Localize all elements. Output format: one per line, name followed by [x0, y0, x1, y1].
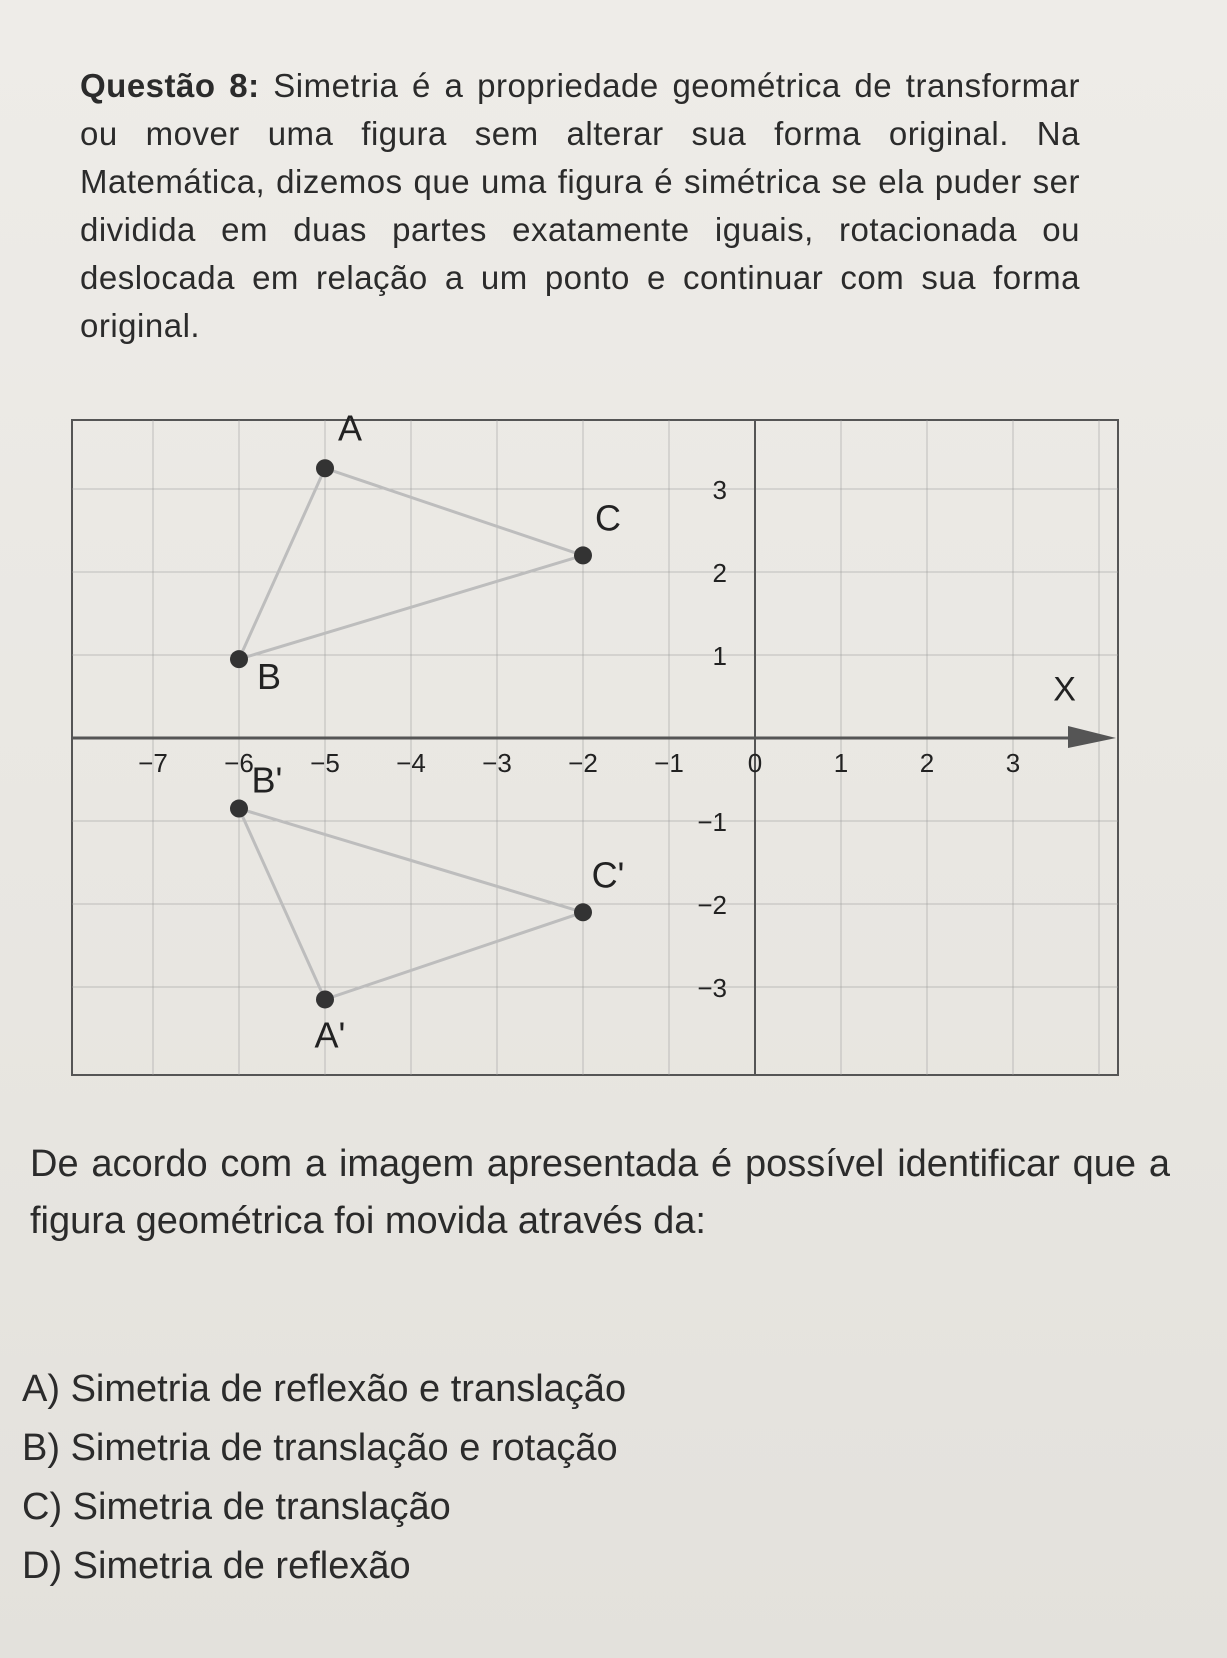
point-label-c-prime: C' — [591, 854, 625, 896]
point-label-a: A — [337, 407, 363, 449]
point-c-prime — [574, 903, 592, 921]
y-tick-label: 2 — [712, 558, 727, 588]
x-tick-label: −6 — [224, 748, 254, 778]
question-body: Simetria é a propriedade geométrica de transformar ou mover uma figura sem alterar sua forma original. Na Matemática, dizemos que uma figura é simétrica se ela puder ser dividida em duas partes exatamente iguais, rotacionada ou deslocada em relação a um ponto e continuar com sua forma original. — [80, 67, 1080, 344]
x-axis-label: X — [1053, 670, 1076, 709]
point-a — [316, 459, 334, 477]
x-axis-arrow-icon — [1068, 726, 1116, 748]
x-tick-label: −1 — [654, 748, 684, 778]
point-label-b-prime: B' — [251, 759, 283, 801]
question-label: Questão 8: — [80, 67, 260, 104]
option-b-text: Simetria de translação e rotação — [70, 1427, 618, 1469]
x-tick-label: 2 — [919, 748, 935, 778]
option-b[interactable] — [22, 1419, 1122, 1478]
option-a-letter: A) — [22, 1368, 60, 1410]
x-tick-label: −5 — [310, 748, 340, 778]
option-d[interactable] — [22, 1537, 1122, 1596]
y-tick-label: −1 — [697, 807, 727, 837]
point-b-prime — [230, 800, 248, 818]
option-d-letter: D) — [22, 1545, 63, 1587]
point-c — [574, 546, 592, 564]
option-c-text: Simetria de translação — [72, 1486, 451, 1528]
y-tick-label: 3 — [712, 475, 727, 505]
point-a-prime — [316, 990, 334, 1008]
x-tick-label: −2 — [568, 748, 598, 778]
y-tick-label: −2 — [697, 890, 727, 920]
point-label-c: C — [595, 497, 621, 539]
option-b-letter: B) — [22, 1427, 60, 1469]
option-a[interactable] — [22, 1360, 1122, 1419]
x-tick-label: 0 — [747, 748, 763, 778]
prompt-text: De acordo com a imagem apresentada é possível identificar que a figura geométrica foi movida através da: — [30, 1143, 1170, 1242]
x-tick-label: 3 — [1005, 748, 1021, 778]
y-tick-label: −3 — [697, 973, 727, 1003]
x-tick-label: −4 — [396, 748, 426, 778]
option-c[interactable] — [22, 1478, 1122, 1537]
option-c-letter: C) — [22, 1486, 63, 1528]
point-label-b: B — [256, 656, 282, 698]
x-tick-label: −3 — [482, 748, 512, 778]
option-a-text: Simetria de reflexão e translação — [70, 1368, 627, 1410]
answer-options — [22, 1360, 1122, 1596]
x-tick-label: 1 — [833, 748, 849, 778]
point-label-a-prime: A' — [314, 1014, 346, 1056]
option-d-text: Simetria de reflexão — [72, 1545, 411, 1587]
y-tick-label: 1 — [712, 641, 727, 671]
x-tick-label: −7 — [138, 748, 168, 778]
point-b — [230, 650, 248, 668]
